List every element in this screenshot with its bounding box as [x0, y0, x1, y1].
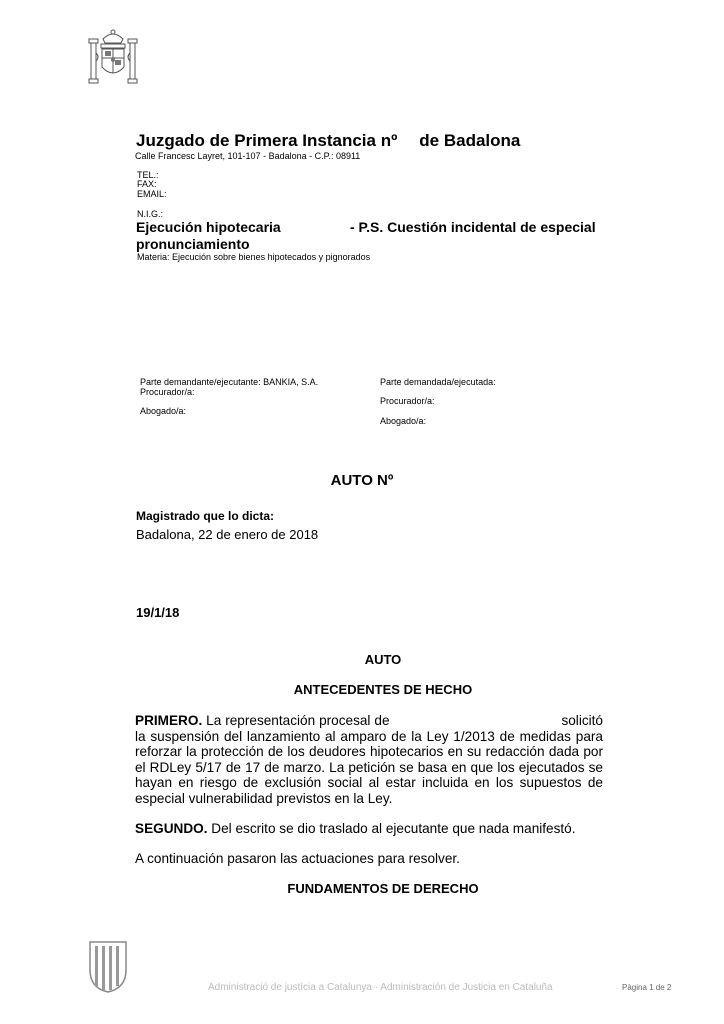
defendant-abogado: Abogado/a: — [380, 416, 427, 426]
spain-coat-of-arms-icon — [86, 27, 140, 89]
court-email: EMAIL: — [137, 189, 167, 199]
defendant: Parte demandada/ejecutada: — [380, 377, 496, 387]
fundamentos-heading: FUNDAMENTOS DE DERECHO — [287, 881, 479, 896]
nig-label: N.I.G.: — [137, 209, 164, 219]
antecedentes-heading: ANTECEDENTES DE HECHO — [293, 682, 473, 697]
court-tel: TEL.: — [137, 170, 159, 180]
paragraph-primero: PRIMERO. La representación procesal de solicitó la suspensión del lanzamiento al amparo de la Ley 1/2013 de medidas para reforzar la protección de los deudores hipotecarios en su redacción dada por el RDLey 5/17 de 17 de marzo. La petición se basa en que los ejecutados se hayan en riesgo de exclusión social al estar incluida en los supuestos de especial vulnerabilidad previstos en la Ley. — [135, 713, 603, 806]
section-auto-heading: AUTO — [364, 652, 402, 667]
date-short: 19/1/18 — [136, 605, 180, 620]
page-number: Pàgina 1 de 2 — [622, 983, 672, 992]
court-address: Calle Francesc Layret, 101-107 - Badalona - C.P.: 08911 — [135, 151, 361, 161]
procedure-subtype: - P.S. Cuestión incidental de especial — [350, 219, 596, 235]
procedure-subtype-continued: pronunciamiento — [136, 236, 250, 252]
defendant-procurador: Procurador/a: — [380, 396, 435, 406]
paragraph-continuacion: A continuación pasaron las actuaciones para resolver. — [135, 851, 460, 866]
paragraph-segundo: SEGUNDO. Del escrito se dio traslado al ejecutante que nada manifestó. — [135, 821, 576, 836]
plaintiff-procurador: Procurador/a: — [140, 387, 195, 397]
magistrado-label: Magistrado que lo dicta: — [136, 509, 275, 523]
auto-title: AUTO Nº — [330, 472, 394, 489]
primero-label: PRIMERO. — [135, 713, 203, 728]
place-date: Badalona, 22 de enero de 2018 — [136, 527, 319, 542]
segundo-label: SEGUNDO. — [135, 821, 208, 836]
footer-text: Administració de justícia a Catalunya · Administración de Justicia en Cataluña — [208, 982, 553, 993]
catalonia-emblem-icon — [86, 938, 130, 994]
plaintiff: Parte demandante/ejecutante: BANKIA, S.A. — [140, 377, 319, 387]
plaintiff-abogado: Abogado/a: — [140, 406, 187, 416]
court-fax: FAX: — [137, 179, 157, 189]
court-title: Juzgado de Primera Instancia nº de Badalona — [136, 131, 521, 150]
procedure-type: Ejecución hipotecaria — [136, 219, 281, 235]
materia: Materia: Ejecución sobre bienes hipotecados y pignorados — [137, 252, 371, 262]
